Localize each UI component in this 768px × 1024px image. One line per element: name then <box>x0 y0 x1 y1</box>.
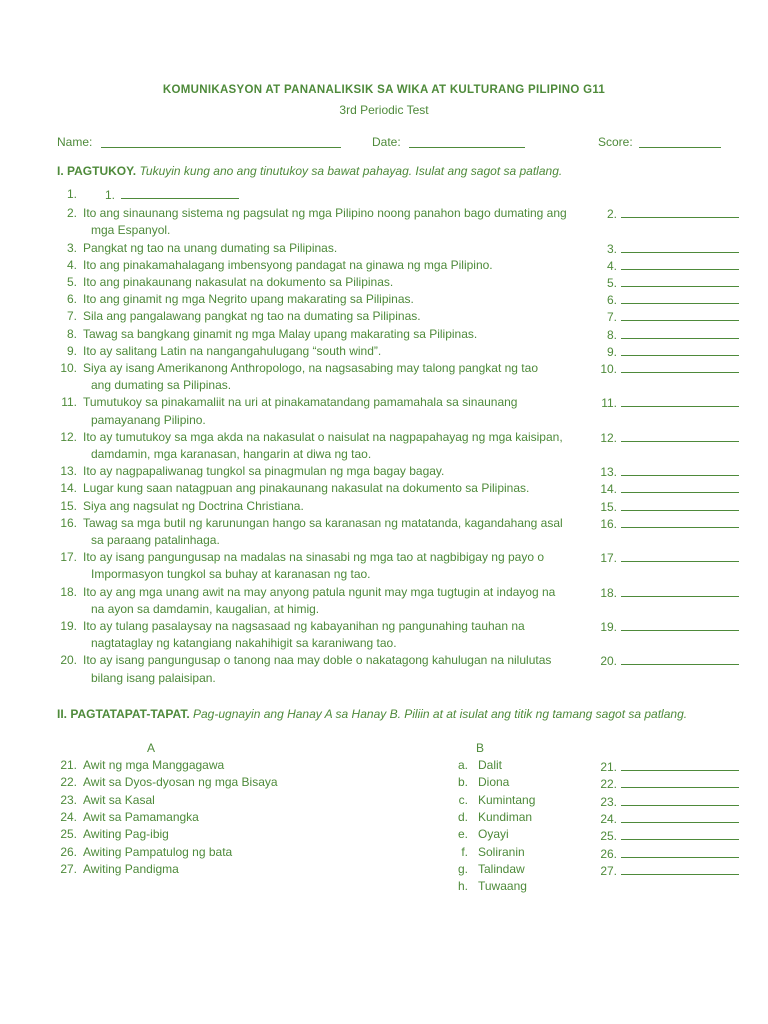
matching-row <box>57 810 747 827</box>
item-text-line: Ito ang pinakaunang nakasulat na dokumento sa Pilipinas. <box>83 275 394 290</box>
answer-blank[interactable] <box>621 810 739 823</box>
answer-slot <box>595 845 739 861</box>
column-a-text: Awiting Pampatulog ng bata <box>83 844 233 859</box>
answer-blank[interactable] <box>621 515 739 528</box>
section-1-items <box>57 186 747 687</box>
list-item <box>57 584 747 618</box>
item-number: 17. <box>60 550 77 565</box>
column-b-text: Dalit <box>478 758 503 772</box>
item-text <box>83 515 588 549</box>
item-text-line: Ito ay tumutukoy sa mga akda na nakasulat o naisulat na nagpapahayag ng mga kaisipan, <box>83 429 563 444</box>
item-text-line: Ito ay tulang pasalaysay na nagsasaad ng kabayanihan ng pangunahing tauhan na <box>83 619 525 634</box>
answer-slot <box>595 758 739 774</box>
list-item <box>57 480 747 497</box>
answer-slot <box>595 618 740 636</box>
item-number: 19. <box>60 619 77 634</box>
item-text <box>83 498 588 515</box>
name-label: Name: <box>57 135 93 149</box>
answer-slot <box>595 360 740 378</box>
item-text-continuation: ang dumating sa Pilipinas. <box>91 378 232 393</box>
answer-slot <box>595 515 740 533</box>
answer-number: 22. <box>600 777 617 792</box>
list-item <box>57 308 747 325</box>
answer-blank[interactable] <box>121 186 239 199</box>
list-item <box>57 274 747 291</box>
item-text-line: Ito ang ginamit ng mga Negrito upang makarating sa Pilipinas. <box>83 292 414 307</box>
item-text <box>83 326 588 343</box>
item-text-continuation: pamayanang Pilipino. <box>91 412 206 427</box>
column-a-number: 24. <box>60 809 77 824</box>
item-text <box>83 291 588 308</box>
date-label: Date: <box>372 135 401 149</box>
list-item <box>57 205 747 239</box>
document-title: KOMUNIKASYON AT PANANALIKSIK SA WIKA AT KULTURANG PILIPINO G11 <box>162 84 606 96</box>
item-text-line: Tumutukoy sa pinakamaliit na uri at pinakamatandang pamamahala sa sinaunang <box>83 395 518 410</box>
item-text <box>83 186 588 204</box>
item-text <box>83 618 588 652</box>
item-text <box>83 240 588 257</box>
answer-blank[interactable] <box>621 429 739 442</box>
item-text-line: Tawag sa mga butil ng karunungan hango sa karanasan ng matatanda, kagandahang asal <box>83 515 563 530</box>
name-field[interactable] <box>101 135 341 148</box>
answer-number: 11. <box>601 396 617 411</box>
item-number: 12. <box>60 429 77 444</box>
answer-number: 7. <box>606 310 617 325</box>
column-b-text: Kumintang <box>478 792 536 807</box>
answer-number: 24. <box>600 811 617 826</box>
answer-slot <box>595 463 740 481</box>
answer-number: 14. <box>600 482 617 497</box>
answer-slot <box>595 498 740 516</box>
answer-blank[interactable] <box>621 463 739 476</box>
column-b-letter: e. <box>457 827 468 842</box>
section-1-heading <box>57 164 562 178</box>
list-item <box>57 618 747 652</box>
column-b-text: Kundiman <box>478 809 533 824</box>
item-text-continuation: mga Espanyol. <box>91 223 171 238</box>
answer-slot <box>595 205 740 223</box>
answer-slot <box>595 480 740 498</box>
column-b-letter: d. <box>457 809 468 824</box>
item-text-line: Ito ay nagpapaliwanag tungkol sa pinagmulan ng mga bagay bagay. <box>83 464 445 479</box>
item-text <box>83 584 588 618</box>
item-number: 20. <box>60 653 77 668</box>
answer-slot <box>595 584 740 602</box>
answer-slot <box>595 549 740 567</box>
item-number: 2. <box>66 206 77 221</box>
item-text-continuation: bilang isang palaisipan. <box>91 670 216 685</box>
answer-blank[interactable] <box>621 498 739 511</box>
section-1-label: I. PAGTUKOY. <box>57 164 137 178</box>
answer-number: 18. <box>600 585 617 600</box>
item-number: 18. <box>60 584 77 599</box>
item-number: 7. <box>66 309 77 324</box>
answer-slot <box>595 827 739 843</box>
score-field[interactable] <box>639 135 721 148</box>
matching-row <box>57 827 747 844</box>
answer-slot <box>595 257 740 275</box>
list-item <box>57 186 747 204</box>
item-text-line: Ito ay isang pangungusap na madalas na sinasabi ng mga tao at nagbibigay ng payo o <box>83 550 545 565</box>
item-text-line: Ito ay salitang Latin na nangangahulugang “south wind”. <box>83 343 382 358</box>
answer-number: 27. <box>600 863 617 878</box>
item-text <box>83 480 588 497</box>
item-number: 14. <box>60 481 77 496</box>
answer-number: 25. <box>600 829 617 844</box>
answer-number: 15. <box>600 499 617 514</box>
answer-blank[interactable] <box>621 584 739 597</box>
answer-number: 6. <box>606 293 617 308</box>
answer-number: 3. <box>606 241 617 256</box>
item-number: 9. <box>66 343 77 358</box>
column-b-letter: g. <box>457 861 468 876</box>
section-2-heading <box>57 707 687 721</box>
item-text <box>83 549 588 583</box>
section-2-label: II. PAGTATAPAT-TAPAT. <box>57 707 190 721</box>
item-number: 1. <box>66 187 77 201</box>
item-text-line: Ito ang pinakamahalagang imbensyong pandagat na ginawa ng mga Pilipino. <box>83 257 493 272</box>
list-item <box>57 326 747 343</box>
column-b-text: Diona <box>478 775 510 790</box>
column-a-number: 27. <box>60 861 77 876</box>
item-text <box>83 308 588 325</box>
section-1-instruction: Tukuyin kung ano ang tinutukoy sa bawat pahayag. Isulat ang sagot sa patlang. <box>139 164 563 178</box>
answer-number: 9. <box>606 344 617 359</box>
list-item <box>57 652 747 686</box>
item-text-line: Tawag sa bangkang ginamit ng mga Malay upang makarating sa Pilipinas. <box>83 326 478 341</box>
column-b-letter: h. <box>457 879 468 894</box>
item-text <box>83 257 588 274</box>
answer-slot <box>595 429 740 447</box>
answer-blank[interactable] <box>621 862 739 875</box>
answer-blank[interactable] <box>621 775 739 788</box>
item-text <box>83 360 588 394</box>
item-text-continuation: Impormasyon tungkol sa buhay at karanasan ng tao. <box>91 567 371 582</box>
column-a-number: 21. <box>60 758 77 772</box>
column-a-header: A <box>147 741 156 755</box>
inline-number: 1. <box>105 188 116 202</box>
answer-slot <box>595 343 740 361</box>
score-label: Score: <box>598 135 633 149</box>
item-text-continuation: na ayon sa damdamin, kaugalian, at himig. <box>91 601 320 616</box>
column-b-letter: c. <box>458 792 468 807</box>
answer-slot <box>595 326 740 344</box>
item-number: 13. <box>60 464 77 479</box>
matching-row <box>57 879 747 896</box>
column-b-text: Oyayi <box>478 827 509 842</box>
item-text-line: Ito ay isang pangungusap o tanong naa may doble o nakatagong kahulugan na nilulutas <box>83 653 552 668</box>
answer-number: 8. <box>606 327 617 342</box>
answer-blank[interactable] <box>621 240 739 253</box>
item-number: 11. <box>61 395 77 410</box>
answer-slot <box>595 775 739 791</box>
item-text-line: Ito ang sinaunang sistema ng pagsulat ng mga Pilipino noong panahon bago dumating ang <box>83 206 567 221</box>
column-b-text: Tuwaang <box>478 879 527 894</box>
answer-slot <box>595 793 739 809</box>
answer-number: 10. <box>600 362 617 377</box>
list-item <box>57 549 747 583</box>
column-a-text: Awit sa Dyos-dyosan ng mga Bisaya <box>83 775 278 790</box>
item-text <box>83 429 588 463</box>
answer-number: 19. <box>600 620 617 635</box>
answer-blank[interactable] <box>621 758 739 771</box>
item-text <box>83 205 588 239</box>
column-a-text: Awiting Pag-ibig <box>83 827 169 842</box>
column-b-text: Soliranin <box>478 844 525 859</box>
answer-number: 23. <box>600 794 617 809</box>
list-item <box>57 291 747 308</box>
list-item <box>57 394 747 428</box>
item-text <box>83 652 588 686</box>
date-field[interactable] <box>409 135 525 148</box>
column-a-number: 26. <box>60 844 77 859</box>
column-a-text: Awit ng mga Manggagawa <box>83 758 225 772</box>
answer-slot <box>595 394 740 412</box>
item-number: 16. <box>60 515 77 530</box>
answer-blank[interactable] <box>621 618 739 631</box>
item-text-line: Ito ay ang mga unang awit na may anyong patula ngunit may mga tugtugin at indayog na <box>83 584 556 599</box>
item-number: 15. <box>60 498 77 513</box>
answer-slot <box>595 810 739 826</box>
column-a-number: 23. <box>60 792 77 807</box>
matching-row <box>57 775 747 792</box>
column-b-letter: f. <box>461 844 468 859</box>
answer-blank[interactable] <box>621 793 739 806</box>
answer-number: 2. <box>606 207 617 222</box>
list-item <box>57 429 747 463</box>
answer-number: 20. <box>600 654 617 669</box>
answer-number: 12. <box>600 430 617 445</box>
column-a-number: 25. <box>60 827 77 842</box>
item-text <box>83 463 588 480</box>
item-text-line: Lugar kung saan natagpuan ang pinakaunang nakasulat na dokumento sa Pilipinas. <box>83 481 530 496</box>
item-number: 5. <box>66 275 77 290</box>
column-a-text: Awiting Pandigma <box>83 861 179 876</box>
answer-number: 4. <box>606 258 617 273</box>
item-number: 3. <box>66 240 77 255</box>
item-text <box>83 343 588 360</box>
answer-blank[interactable] <box>621 257 739 270</box>
item-text <box>83 394 588 428</box>
answer-number: 21. <box>600 760 617 774</box>
answer-slot <box>595 291 740 309</box>
answer-slot <box>595 862 739 878</box>
answer-number: 13. <box>600 465 617 480</box>
answer-blank[interactable] <box>621 360 739 373</box>
answer-slot <box>595 652 740 670</box>
answer-number: 26. <box>600 846 617 861</box>
answer-slot <box>595 308 740 326</box>
column-a-number: 22. <box>60 775 77 790</box>
column-b-header: B <box>476 741 485 755</box>
answer-slot <box>595 274 740 292</box>
item-text <box>83 274 588 291</box>
answer-blank[interactable] <box>621 308 739 321</box>
list-item <box>57 360 747 394</box>
answer-blank[interactable] <box>621 480 739 493</box>
answer-blank[interactable] <box>621 652 739 665</box>
document-subtitle: 3rd Periodic Test <box>339 103 429 117</box>
item-text-continuation: nagtataglay ng katangiang nakahihigit sa karaniwang tao. <box>91 636 397 651</box>
answer-blank[interactable] <box>621 326 739 339</box>
column-a-text: Awit sa Kasal <box>83 792 155 807</box>
list-item <box>57 343 747 360</box>
list-item <box>57 498 747 515</box>
list-item <box>57 257 747 274</box>
item-number: 4. <box>66 257 77 272</box>
answer-blank[interactable] <box>621 291 739 304</box>
answer-number: 5. <box>606 276 617 291</box>
item-text-continuation: sa paraang patalinhaga. <box>91 533 220 548</box>
item-text-line: Sila ang pangalawang pangkat ng tao na dumating sa Pilipinas. <box>83 309 421 324</box>
matching-row <box>57 758 747 775</box>
item-number: 8. <box>66 326 77 341</box>
list-item <box>57 515 747 549</box>
column-b-letter: b. <box>457 775 468 790</box>
section-2-instruction: Pag-ugnayin ang Hanay A sa Hanay B. Piliin at at isulat ang titik ng tamang sagot sa patlang. <box>193 707 688 721</box>
answer-blank[interactable] <box>621 845 739 858</box>
answer-blank[interactable] <box>621 205 739 218</box>
answer-blank[interactable] <box>621 274 739 287</box>
answer-blank[interactable] <box>621 549 739 562</box>
list-item <box>57 463 747 480</box>
item-text-line: Pangkat ng tao na unang dumating sa Pilipinas. <box>83 240 338 255</box>
student-info-row <box>57 135 747 153</box>
item-number: 10. <box>60 361 77 376</box>
list-item <box>57 240 747 257</box>
matching-row <box>57 862 747 879</box>
column-a-text: Awit sa Pamamangka <box>83 809 199 824</box>
answer-slot <box>595 240 740 258</box>
column-b-text: Talindaw <box>478 861 525 876</box>
answer-number: 16. <box>600 516 617 531</box>
answer-blank[interactable] <box>621 343 739 356</box>
item-text-line: Siya ay isang Amerikanong Anthropologo, na nagsasabing may talong pangkat ng tao <box>83 361 538 376</box>
matching-row <box>57 793 747 810</box>
item-number: 6. <box>66 292 77 307</box>
item-text-line: Siya ang nagsulat ng Doctrina Christiana. <box>83 498 304 513</box>
answer-number: 17. <box>600 551 617 566</box>
column-b-letter: a. <box>457 758 468 772</box>
matching-row <box>57 845 747 862</box>
answer-blank[interactable] <box>621 394 739 407</box>
item-text-continuation: damdamin, mga karanasan, hangarin at diwa ng tao. <box>91 447 372 462</box>
answer-blank[interactable] <box>621 827 739 840</box>
